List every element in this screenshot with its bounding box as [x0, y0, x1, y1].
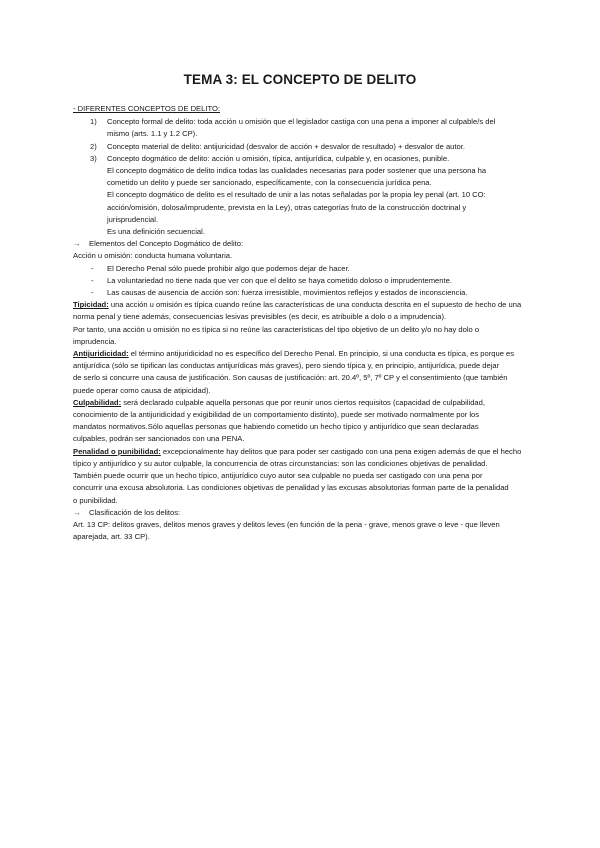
concept-number: 2): [90, 141, 97, 151]
paragraph-line: mandatos normativos.Sólo aquellas personas que habiendo cometido un hecho típico y antijurídico que sean declaradas: [73, 422, 479, 432]
clasificacion-heading: [73, 507, 533, 519]
paragraph-line: conocimiento de la antijuridicidad y exigibilidad de un comportamiento distinto), puede ser motivado normalmente por los: [73, 410, 480, 420]
concept-line: Es una definición secuencial.: [107, 227, 205, 237]
dash-item: [73, 287, 533, 299]
culpabilidad-paragraph: [73, 397, 533, 446]
paragraph-line: puede operar como causa de atipicidad).: [73, 385, 211, 395]
document-title: TEMA 3: EL CONCEPTO DE DELITO: [183, 72, 417, 87]
paragraph-line: antijurídica (sólo se tipifican las conductas antijurídicas más graves), pero siendo típica y, en principio, antijurídica, puede dejar: [73, 361, 500, 371]
dash-item: [73, 275, 533, 287]
tipicidad-term: Tipicidad:: [73, 300, 109, 310]
clasificacion-paragraph: [73, 519, 533, 543]
concept-line: cometido un delito y puede ser sancionado, específicamente, con la consecuencia jurídica pena.: [107, 178, 432, 188]
paragraph-line: imprudencia.: [73, 336, 117, 346]
accion-dash-list: [73, 263, 533, 300]
paragraph-line: de serlo si concurre una causa de justificación. Son causas de justificación: art. 20.4º, 5º, 7º CP y el consentimiento (que también: [73, 373, 508, 383]
concept-line: Concepto formal de delito: toda acción u omisión que el legislador castiga con una pena a imponer al culpable/s del: [107, 117, 496, 127]
dash-bullet: -: [91, 288, 94, 298]
paragraph-line: concurrir una excusa absolutoria. Las condiciones objetivas de penalidad y las excusas absolutorias forman parte de la penalidad: [73, 483, 509, 493]
concept-number: 3): [90, 153, 97, 163]
clasificacion-heading-text: Clasificación de los delitos:: [89, 507, 181, 517]
paragraph-line: el término antijuridicidad no es específico del Derecho Penal. En principio, si una conducta es típica, es porque es: [128, 349, 515, 359]
dash-item-text: Las causas de ausencia de acción son: fuerza irresistible, movimientos reflejos y estados de inconsciencia.: [107, 288, 468, 298]
dash-item-text: El Derecho Penal sólo puede prohibir algo que podemos dejar de hacer.: [107, 263, 350, 273]
concept-list: [73, 116, 533, 238]
culpabilidad-term: Culpabilidad:: [73, 397, 122, 407]
concept-line: mismo (arts. 1.1 y 1.2 CP).: [107, 129, 198, 139]
concept-line: acción/omisión, dolosa/imprudente, prevista en la Ley), otras categorías fruto de la construcción doctrinal y: [107, 202, 467, 212]
concept-number: 1): [90, 117, 97, 127]
elements-heading: [73, 238, 533, 250]
antijuridicidad-term: Antijuridicidad:: [73, 349, 129, 359]
section-heading: - DIFERENTES CONCEPTOS DE DELITO:: [73, 104, 220, 113]
paragraph-line: típico y antijurídico y su autor culpable, la concurrencia de otras circunstancias: son las condiciones objetivas de penalidad.: [73, 458, 488, 468]
concept-item-2: [73, 141, 533, 153]
concept-item-3: [73, 153, 533, 238]
dash-bullet: -: [91, 263, 94, 273]
arrow-icon: →: [73, 239, 81, 249]
paragraph-line: una acción u omisión es típica cuando reúne las características de una conducta descrita en el supuesto de hecho de una: [108, 300, 522, 310]
concept-line: Concepto dogmático de delito: acción u omisión, típica, antijurídica, culpable y, en ocasiones, punible.: [107, 153, 450, 163]
paragraph-line: Por tanto, una acción u omisión no es típica si no reúne las características del tipo objetivo de un delito y/o no hay dolo o: [73, 324, 480, 334]
paragraph-line: o punibilidad.: [73, 495, 118, 505]
concept-line: Concepto material de delito: antijuricidad (desvalor de acción + desvalor de resultado) + desvalor de autor.: [107, 141, 465, 151]
paragraph-line: norma penal y tiene además, consecuencias lesivas previsibles (es decir, es atribuible a dolo o a imprudencia).: [73, 312, 447, 322]
tipicidad-paragraph: [73, 299, 533, 348]
concept-line: El concepto dogmático de delito indica todas las cualidades necesarias para poder sostener que una persona ha: [107, 166, 487, 176]
punibilidad-paragraph: [73, 446, 533, 507]
concept-item-1: [73, 116, 533, 140]
paragraph-line: aparejada, art. 33 CP).: [73, 532, 150, 542]
paragraph-line: será declarado culpable aquella personas que por reunir unos ciertos requisitos (capacidad de culpabilidad,: [121, 397, 485, 407]
dash-bullet: -: [91, 275, 94, 285]
arrow-icon: →: [73, 507, 81, 517]
concept-line: El concepto dogmático de delito es el resultado de unir a las notas señaladas por la propia ley penal (art. 10 CO:: [107, 190, 486, 200]
paragraph-line: excepcionalmente hay delitos que para poder ser castigado con una pena exigen además de que el hecho: [160, 446, 522, 456]
paragraph-line: culpables, podrán ser sancionados con una PENA.: [73, 434, 245, 444]
document-body: [73, 103, 533, 543]
paragraph-line: Art. 13 CP: delitos graves, delitos menos graves y delitos leves (en función de la pena - grave, menos grave o leve - que lleven: [73, 519, 500, 529]
paragraph-line: También puede ocurrir que un hecho típico, antijurídico cuyo autor sea culpable no pueda ser castigado con una pena por: [73, 471, 483, 481]
punibilidad-term: Penalidad o punibilidad:: [73, 446, 161, 456]
dash-item: [73, 263, 533, 275]
concept-line: jurisprudencial.: [107, 214, 159, 224]
accion-line: Acción u omisión: conducta humana voluntaria.: [73, 251, 233, 261]
elements-heading-text: Elementos del Concepto Dogmático de delito:: [89, 239, 244, 249]
dash-item-text: La voluntariedad no tiene nada que ver con que el delito se haya cometido doloso o imprudentemente.: [107, 275, 452, 285]
antijuridicidad-paragraph: [73, 348, 533, 397]
